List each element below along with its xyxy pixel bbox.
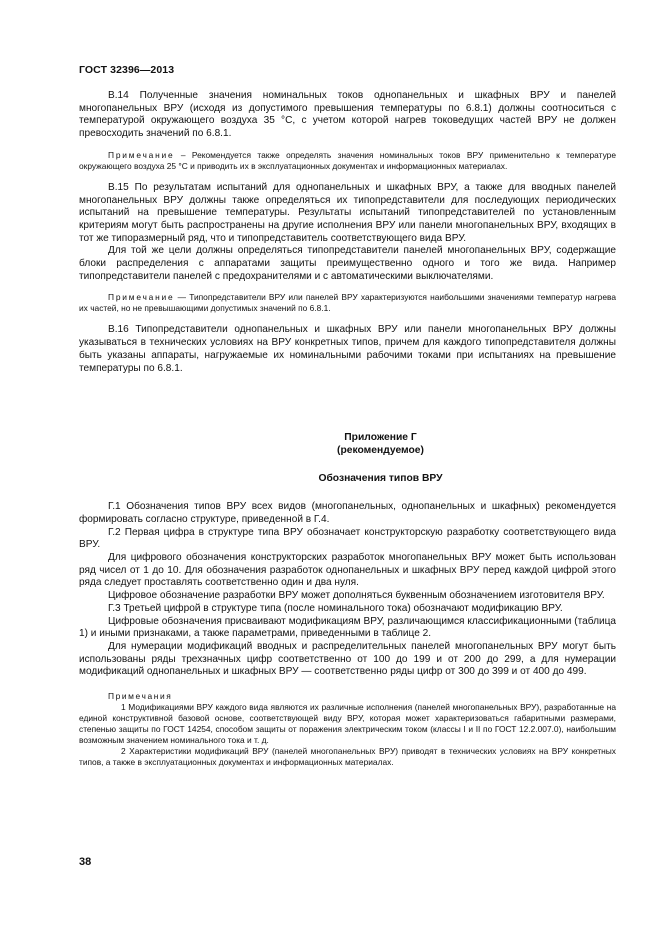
clause-b15-cont: Для той же цели должны определяться типопредставители панелей многопанельных ВРУ, содержащие блоки распределения с аппаратами защиты преимущественно одного и того же вида. Например типопредставители панелей с предохранителями и с автоматическими выключателями. [79,245,616,282]
clause-b15: В.15 По результатам испытаний для однопанельных и шкафных ВРУ, а также для вводных панелей многопанельных ВРУ должны также определяться их типопредставители для последующих периодических испытаний на превышение температуры. Результаты испытаний типопредставителей по установленным критериям могут быть распространены на другие исполнения ВРУ или панели многопанельных ВРУ, входящих в тот же типоразмерный ряд, что и типопредставитель соответствующего вида ВРУ. [79,181,616,244]
clause-b16: В.16 Типопредставители однопанельных и шкафных ВРУ или панели многопанельных ВРУ должны указываться в технических условиях на ВРУ конкретных типов, причем для каждого типопредставителя должны быть указаны аппараты, нагружаемые их номинальными рабочими токами при испытаниях на превышение температуры по 6.8.1. [79,324,616,374]
appendix-subtitle: (рекомендуемое) [337,445,424,457]
page-number: 38 [79,856,92,868]
clause-b14: В.14 Полученные значения номинальных токов однопанельных и шкафных ВРУ и панелей многопанельных ВРУ (исходя из допустимого превышения температуры по 6.8.1) должны соотноситься с температурой окружающего воздуха 35 °С, с учетом которой нагрев токоведущих частей ВРУ не должен превосходить значений по 6.8.1. [79,90,616,140]
clause-g3-cont2: Для нумерации модификаций вводных и распределительных панелей многопанельных ВРУ могут быть использованы ряды трехзначных цифр соответственно от 100 до 199 и от 200 до 299, а для нумерации модификаций однопанельных и шкафных ВРУ — соответственно ряды цифр от 300 до 399 и от 400 до 499. [79,640,616,678]
clause-g2-cont: Для цифрового обозначения конструкторских разработок многопанельных ВРУ может быть использован ряд чисел от 1 до 10. Для обозначения разработок однопанельных и шкафных ВРУ перед каждой цифрой этого ряда следует проставлять соответственно один и два нуля. [79,552,616,589]
note-b15 [79,292,616,314]
document-header: ГОСТ 32396—2013 [79,64,175,76]
note-text: — Типопредставители ВРУ или панелей ВРУ характеризуются наибольшими значениями температур нагрева их частей, но не превышающими допустимых значений по 6.8.1. [79,292,616,314]
note-item-1: 1 Модификациями ВРУ каждого вида являются их различные исполнения (панелей многопанельных ВРУ), разработанные на единой конструктивной базовой основе, соответствующей виду ВРУ, которая может характеризоваться габаритными размерами, степенью защиты по ГОСТ 14254, способом защиты от поражения электрическим током (классы I и II по ГОСТ 12.2.007.0), наибольшим возможным значением номинального тока и т. д. [79,702,616,746]
clause-g3: Г.3 Третьей цифрой в структуре типа (после номинального тока) обозначают модификацию ВРУ. [108,602,563,614]
clause-g3-cont: Цифровые обозначения присваивают модификациям ВРУ, различающимся классификационными (таблица 1) и иными признаками, а также параметрами, приведенными в таблице 2. [79,615,616,640]
note-text: – Рекомендуется также определять значения номинальных токов ВРУ применительно к температуре окружающего воздуха 25 °С и приводить их в эксплуатационных документах и информационных материалах. [79,149,616,171]
note-label: Примечание [108,149,175,160]
notes-heading: Примечания [108,691,173,702]
clause-g1: Г.1 Обозначения типов ВРУ всех видов (многопанельных, однопанельных и шкафных) рекомендуется формировать согласно структуре, приведенной в Г.4. [79,501,616,525]
page-body [79,90,616,768]
note-label: Примечание [108,292,175,303]
clause-g2: Г.2 Первая цифра в структуре типа ВРУ обозначает конструкторскую разработку соответствующего вида ВРУ. [79,526,616,551]
appendix-title: Приложение Г [344,432,417,444]
clause-g2-cont2: Цифровое обозначение разработки ВРУ может дополняться буквенным обозначением изготовителя ВРУ. [108,590,605,602]
appendix-heading: Обозначения типов ВРУ [318,473,443,485]
note-b14 [79,150,616,172]
note-item-2: 2 Характеристики модификаций ВРУ (панелей многопанельных ВРУ) приводят в технических условиях на ВРУ конкретных типов, а также в эксплуатационных документах и информационных материалах. [79,746,616,768]
